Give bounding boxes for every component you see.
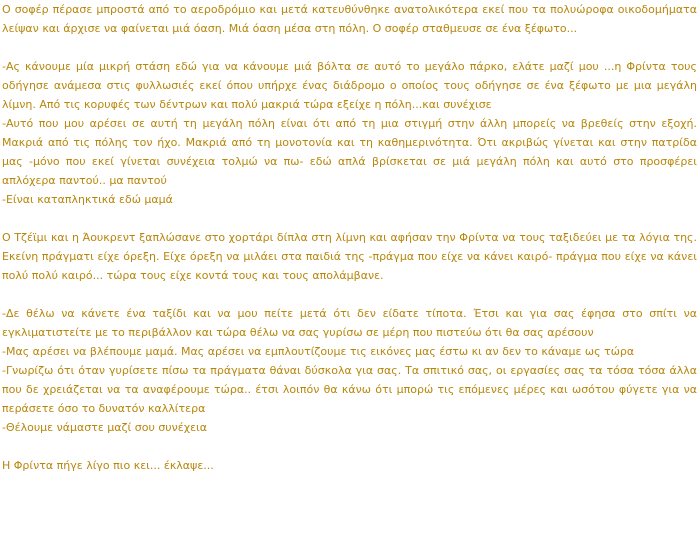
paragraph-spacer	[2, 285, 697, 304]
paragraph-spacer	[2, 38, 697, 57]
text-line: Η Φρίντα πήγε λίγο πιο κει... έκλαψε...	[2, 459, 214, 472]
text-line: -Θέλουμε νάμαστε μαζί σου συνέχεια	[2, 421, 208, 434]
paragraph-closing	[2, 456, 697, 475]
text-line: -Μας αρέσει να βλέπουμε μαμά. Μας αρέσει να εμπλουτίζουμε τις εικόνες μας έστω κι αν δεν το κάναμε ως τώρα	[2, 345, 635, 358]
paragraph-spacer	[2, 437, 697, 456]
text-line: Ο Τζέϊμι και η Άουκρεντ ξαπλώσανε στο χορτάρι δίπλα στη λίμνη και αφήσαν την Φρίντα να τους ταξιδεύει με τα λόγια της. Εκείνη πράγματι είχε όρεξη. Είχε όρεξη να μιλάει στα παιδιά της -πράγμα που είχε να κάνει καιρό- πράγμα που είχε να κάνει πολύ πολύ καιρό... τώρα τους είχε κοντά τους και τους απολάμβανε.	[2, 231, 697, 282]
text-line: -Ας κάνουμε μία μικρή στάση εδώ για να κάνουμε μιά βόλτα σε αυτό το μεγάλο πάρκο, ελάτε μαζί μου ...η Φρίντα τους οδήγησε ανάμεσα στις φυλλωσιές εκεί όπου υπήρχε ένας διάδρομο ο οποίος τους οδήγησε σε ένα ξέφωτο με μια μεγάλη λίμνη. Από τις κορυφές των δέντρων και πολύ μακριά τώρα εξείχε η πόλη...και συνέχισε	[2, 60, 697, 111]
paragraph-trip-dialogue	[2, 304, 697, 437]
paragraph-arrival	[2, 0, 697, 38]
paragraph-lake	[2, 228, 697, 285]
text-line: -Αυτό που μου αρέσει σε αυτή τη μεγάλη πόλη είναι ότι από τη μια στιγμή στην άλλη μπορείς να βρεθείς στην εξοχή. Μακριά από τις πόλης τον ήχο. Μακριά από τη μονοτονία και τη καθημερινότητα. Ότι ακριβώς γίνεται και στην πατρίδα μας -μόνο που εκεί γίνεται συνέχεια τολμώ να πω- εδώ απλά βρίσκεται σε μιά μεγάλη πόλη και αυτό στο προσφέρει απλόχερα παντού.. μα παντού	[2, 117, 697, 187]
text-line: -Είναι καταπληκτικά εδώ μαμά	[2, 193, 173, 206]
text-line: -Γνωρίζω ότι όταν γυρίσετε πίσω τα πράγματα θάναι δύσκολα για σας. Τα σπιτικό σας, οι εργασίες σας τα τόσα τόσα άλλα που δε χρειάζεται να τα αναφέρουμε τώρα.. έτσι λοιπόν θα κάνω ότι μπορώ τις επόμενες μέρες και ωσότου φύγετε για να περάσετε όσο το δυνατόν καλλίτερα	[2, 364, 697, 415]
paragraph-spacer	[2, 209, 697, 228]
text-line: Ο σοφέρ πέρασε μπροστά από το αεροδρόμιο και μετά κατευθύνθηκε ανατολικότερα εκεί που τα πολυώροφα οικοδομήματα λείψαν και άρχισε να φαίνεται μιά όαση. Μιά όαση μέσα στη πόλη. Ο σοφέρ σταθμευσε σε ένα ξέφωτο...	[2, 3, 697, 35]
text-line: -Δε θέλω να κάνετε ένα ταξίδι και να μου πείτε μετά ότι δεν είδατε τίποτα. Έτσι και για σας έφησα στο σπίτι να εγκλιματιστείτε με το περιβάλλον και τώρα θέλω να σας γυρίσω σε μέρη που πιστεύω ότι θα σας αρέσουν	[2, 307, 697, 339]
paragraph-park-dialogue	[2, 57, 697, 209]
